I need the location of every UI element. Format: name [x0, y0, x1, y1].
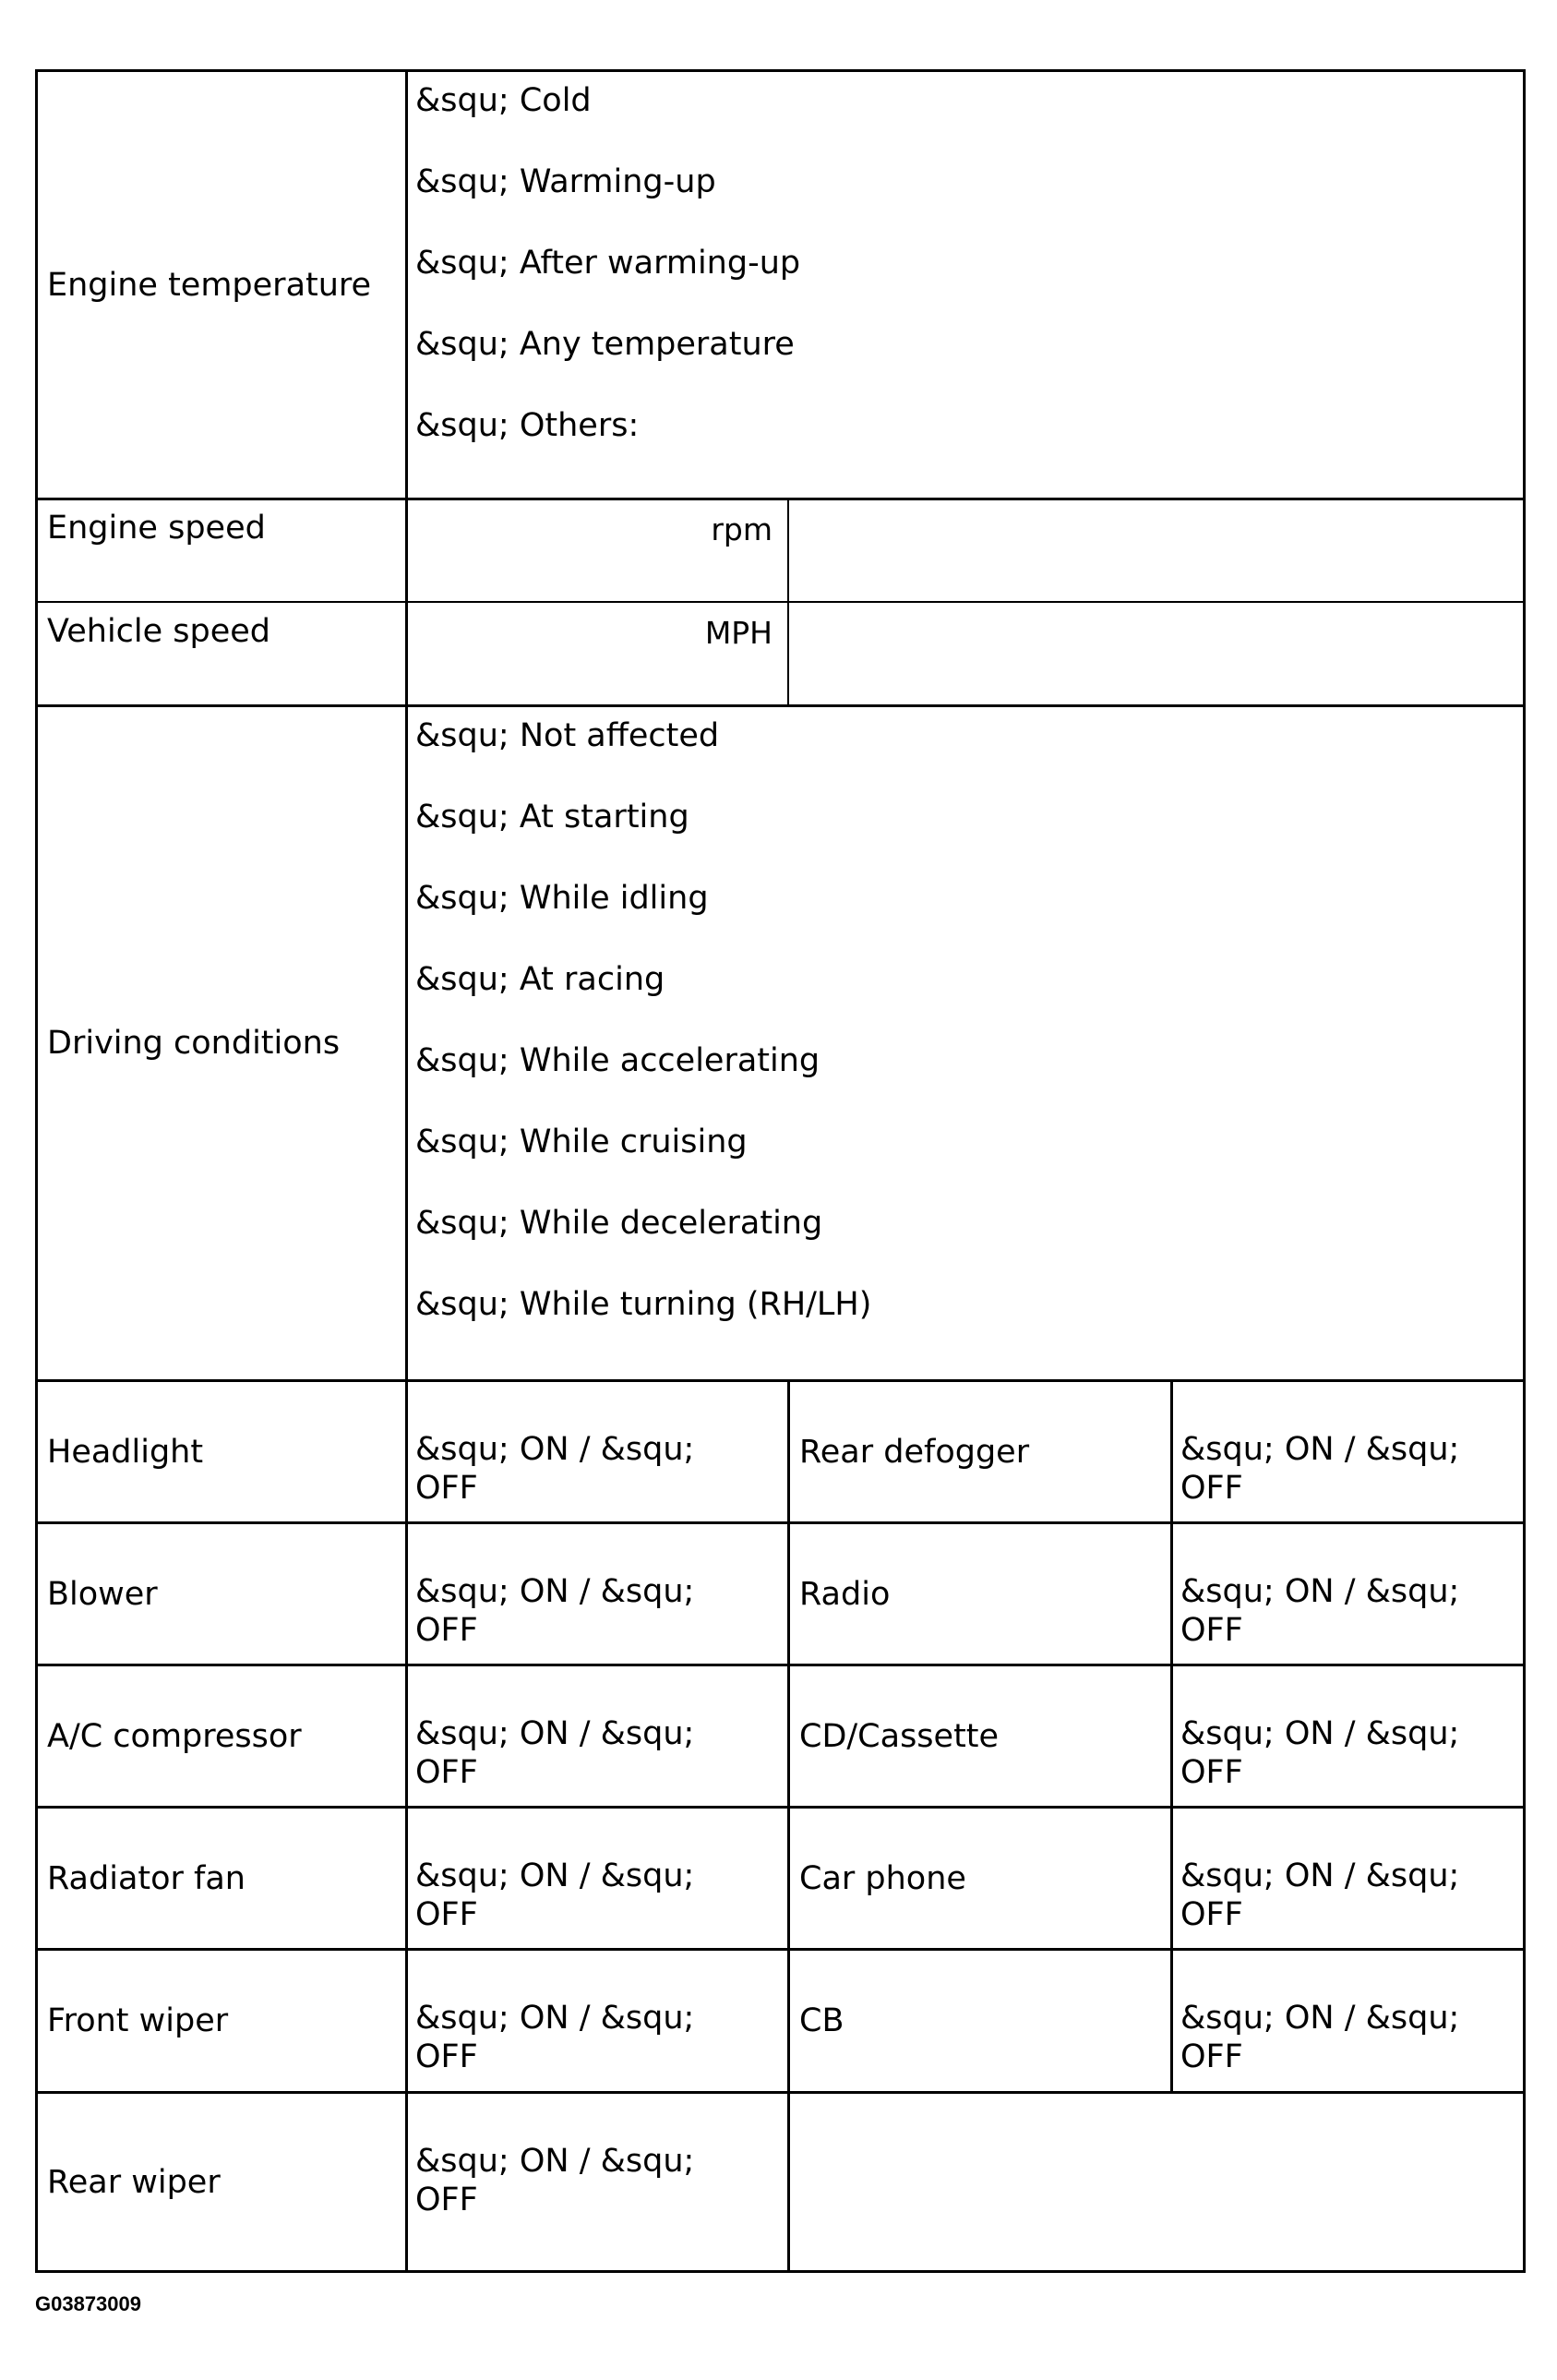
engine-temperature-label [38, 72, 405, 498]
on-off-text: &squ; ON / &squ; OFF [415, 2000, 695, 2075]
engine-speed-label [38, 499, 405, 601]
switch-label-text: Rear defogger [799, 1433, 1030, 1471]
engine-speed-field[interactable] [408, 499, 787, 601]
vehicle-speed-field[interactable] [408, 603, 787, 704]
on-off-selector[interactable] [408, 1524, 787, 1664]
checkbox-option[interactable]: &squ; Others: [415, 407, 640, 444]
on-off-selector[interactable] [408, 2094, 787, 2270]
on-off-selector[interactable] [1173, 1809, 1523, 1948]
vehicle-speed-label-text: Vehicle speed [47, 613, 271, 650]
switch-row-label [38, 1382, 405, 1521]
switch-label-text: Radiator fan [47, 1859, 246, 1897]
checkbox-option[interactable]: &squ; At racing [415, 961, 665, 998]
checkbox-option[interactable]: &squ; Warming-up [415, 163, 716, 200]
switch-label-text: CB [799, 2002, 844, 2039]
switch-row-label [38, 2094, 405, 2270]
on-off-text: &squ; ON / &squ; OFF [415, 1857, 695, 1933]
engine-speed-unit: rpm [711, 511, 773, 547]
checkbox-option[interactable]: &squ; Cold [415, 82, 592, 119]
checkbox-option[interactable]: &squ; While accelerating [415, 1042, 820, 1079]
on-off-selector[interactable] [408, 1951, 787, 2091]
checkbox-option[interactable]: &squ; At starting [415, 799, 689, 835]
switch-row-label [790, 1666, 1170, 1806]
on-off-text: &squ; ON / &squ; OFF [1180, 1715, 1460, 1791]
checkbox-option[interactable]: &squ; While decelerating [415, 1205, 823, 1242]
switch-label-text: Rear wiper [47, 2163, 221, 2201]
on-off-text: &squ; ON / &squ; OFF [415, 2143, 695, 2218]
figure-id: G03873009 [35, 2292, 141, 2315]
on-off-text: &squ; ON / &squ; OFF [1180, 1431, 1460, 1507]
on-off-selector[interactable] [1173, 1951, 1523, 2091]
on-off-selector[interactable] [1173, 1524, 1523, 1664]
on-off-text: &squ; ON / &squ; OFF [415, 1431, 695, 1507]
switch-row-label [38, 1809, 405, 1948]
checkbox-option[interactable]: &squ; While idling [415, 880, 709, 917]
checkbox-option[interactable]: &squ; After warming-up [415, 245, 801, 282]
engine-temperature-options [408, 72, 1515, 498]
switch-label-text: Radio [799, 1575, 891, 1613]
driving-conditions-label [38, 707, 405, 1379]
on-off-selector[interactable] [408, 1809, 787, 1948]
on-off-text: &squ; ON / &squ; OFF [415, 1715, 695, 1791]
on-off-text: &squ; ON / &squ; OFF [1180, 2000, 1460, 2075]
vehicle-speed-unit: MPH [704, 615, 773, 651]
switch-label-text: Front wiper [47, 2002, 229, 2039]
driving-conditions-options [408, 707, 1515, 1379]
on-off-text: &squ; ON / &squ; OFF [1180, 1573, 1460, 1649]
switch-label-text: CD/Cassette [799, 1717, 1000, 1755]
checkbox-option[interactable]: &squ; Not affected [415, 717, 720, 754]
empty-cell [790, 2094, 1523, 2270]
checkbox-option[interactable]: &squ; While turning (RH/LH) [415, 1286, 872, 1323]
vehicle-speed-label [38, 603, 405, 704]
checkbox-option[interactable]: &squ; Any temperature [415, 326, 795, 363]
switch-label-text: A/C compressor [47, 1717, 302, 1755]
diagnostic-form-table [35, 69, 1526, 2273]
on-off-selector[interactable] [1173, 1382, 1523, 1521]
engine-temperature-label-text: Engine temperature [47, 266, 372, 304]
on-off-selector[interactable] [408, 1382, 787, 1521]
on-off-selector[interactable] [1173, 1666, 1523, 1806]
switch-row-label [790, 1809, 1170, 1948]
switch-row-label [38, 1666, 405, 1806]
switch-label-text: Blower [47, 1575, 158, 1613]
switch-label-text: Car phone [799, 1859, 966, 1897]
driving-conditions-label-text: Driving conditions [47, 1025, 341, 1062]
checkbox-option[interactable]: &squ; While cruising [415, 1124, 748, 1160]
engine-speed-notes-field[interactable] [789, 499, 1523, 601]
on-off-text: &squ; ON / &squ; OFF [415, 1573, 695, 1649]
on-off-selector[interactable] [408, 1666, 787, 1806]
vehicle-speed-notes-field[interactable] [789, 603, 1523, 704]
switch-row-label [790, 1382, 1170, 1521]
switch-label-text: Headlight [47, 1433, 204, 1471]
engine-speed-label-text: Engine speed [47, 510, 266, 547]
on-off-text: &squ; ON / &squ; OFF [1180, 1857, 1460, 1933]
switch-row-label [790, 1524, 1170, 1664]
switch-row-label [790, 1951, 1170, 2091]
switch-row-label [38, 1524, 405, 1664]
switch-row-label [38, 1951, 405, 2091]
